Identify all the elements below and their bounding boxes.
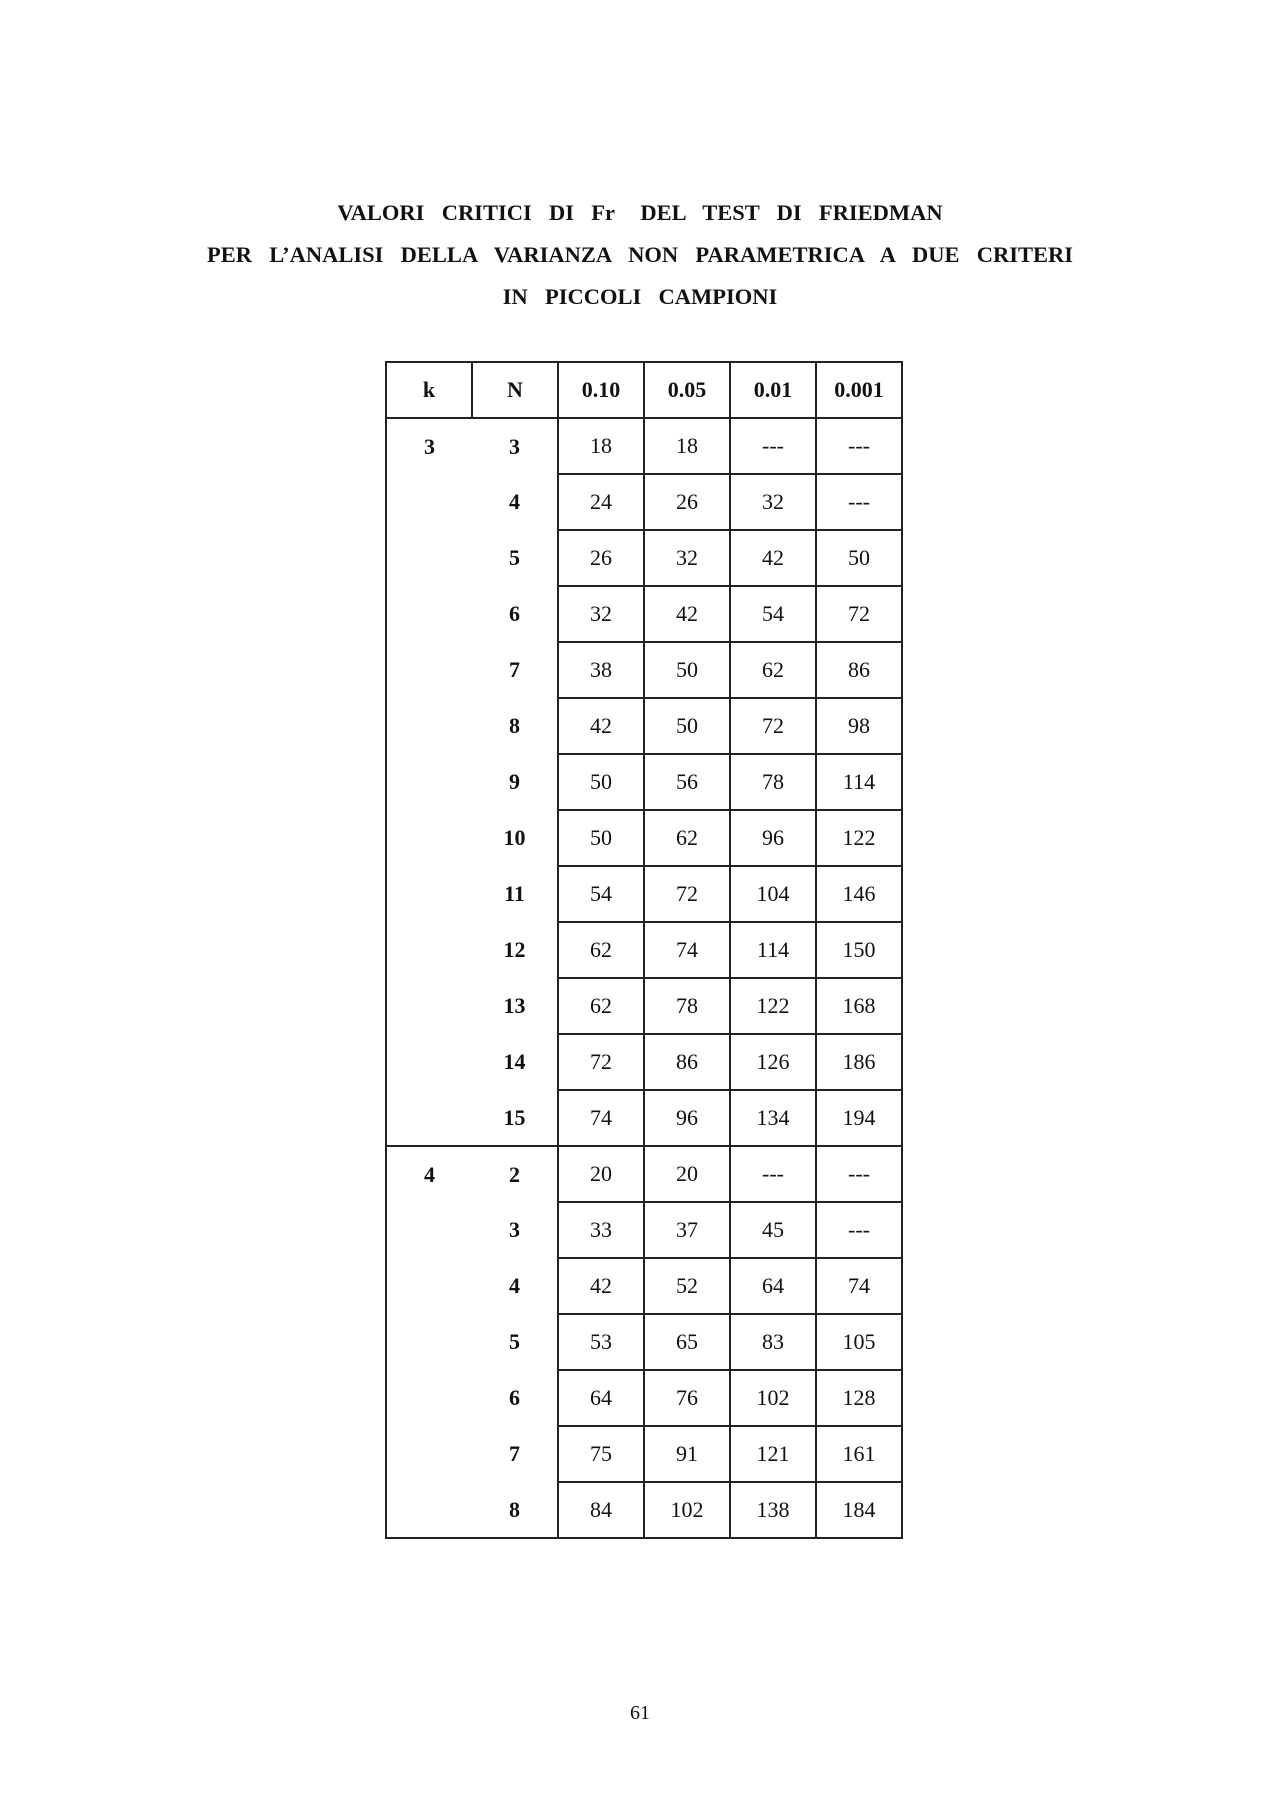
k-cell <box>386 642 472 698</box>
critical-value-cell: 26 <box>558 530 644 586</box>
table-row <box>386 1426 902 1482</box>
critical-value-cell: 42 <box>558 698 644 754</box>
critical-value-cell: 78 <box>644 978 730 1034</box>
critical-value-cell: 104 <box>730 866 816 922</box>
n-cell: 4 <box>509 489 520 514</box>
critical-value-cell: 62 <box>730 642 816 698</box>
critical-value-cell: 76 <box>644 1370 730 1426</box>
critical-value-cell: 64 <box>558 1370 644 1426</box>
k-cell <box>386 474 472 530</box>
header-k: k <box>386 362 472 418</box>
table-row <box>386 1202 902 1258</box>
n-cell: 13 <box>503 993 526 1018</box>
critical-value-cell: 168 <box>816 978 902 1034</box>
header-alpha-001: 0.01 <box>730 362 816 418</box>
n-cell: 12 <box>503 937 526 962</box>
n-cell: 2 <box>509 1161 520 1187</box>
k-cell <box>386 754 472 810</box>
critical-value-cell: 146 <box>816 866 902 922</box>
critical-values-table <box>385 361 903 1539</box>
critical-value-cell: 121 <box>730 1426 816 1482</box>
critical-value-cell: 50 <box>558 754 644 810</box>
critical-value-cell: 20 <box>558 1146 644 1202</box>
critical-value-cell: 114 <box>730 922 816 978</box>
critical-value-cell: 72 <box>730 698 816 754</box>
critical-value-cell: 45 <box>730 1202 816 1258</box>
critical-value-cell: 62 <box>644 810 730 866</box>
table-row <box>386 474 902 530</box>
critical-value-cell: 96 <box>730 810 816 866</box>
critical-value-cell: 105 <box>816 1314 902 1370</box>
critical-value-cell: 86 <box>644 1034 730 1090</box>
critical-value-cell: 74 <box>558 1090 644 1146</box>
critical-value-cell: 32 <box>730 474 816 530</box>
header-n: N <box>472 362 558 418</box>
critical-value-cell: 122 <box>816 810 902 866</box>
title-line-3: IN PICCOLI CAMPIONI <box>502 284 778 309</box>
critical-value-cell: 32 <box>558 586 644 642</box>
table-row <box>386 978 902 1034</box>
critical-value-cell: 24 <box>558 474 644 530</box>
n-cell: 6 <box>509 1385 520 1410</box>
critical-value-cell: 18 <box>558 418 644 474</box>
n-cell: 3 <box>509 1217 520 1242</box>
k-cell <box>386 586 472 642</box>
n-cell: 5 <box>509 1329 520 1354</box>
n-cell: 3 <box>509 433 520 459</box>
k-cell <box>386 1370 472 1426</box>
k-cell <box>386 810 472 866</box>
table-row <box>386 1090 902 1146</box>
critical-value-cell: 72 <box>816 586 902 642</box>
critical-value-cell: 42 <box>558 1258 644 1314</box>
k-cell: 4 <box>386 1146 472 1202</box>
critical-value-cell: 74 <box>644 922 730 978</box>
critical-value-cell: 84 <box>558 1482 644 1538</box>
critical-value-cell: 54 <box>730 586 816 642</box>
critical-value-cell: 62 <box>558 922 644 978</box>
critical-value-cell: 52 <box>644 1258 730 1314</box>
table-row <box>386 1146 902 1202</box>
n-cell: 11 <box>504 881 525 906</box>
critical-value-cell: 122 <box>730 978 816 1034</box>
critical-value-cell: --- <box>730 1146 816 1202</box>
k-cell <box>386 1314 472 1370</box>
table-row <box>386 530 902 586</box>
n-cell: 15 <box>472 1090 558 1146</box>
critical-value-cell: 38 <box>558 642 644 698</box>
k-cell: 3 <box>386 418 472 474</box>
k-cell <box>386 698 472 754</box>
header-alpha-005: 0.05 <box>644 362 730 418</box>
critical-value-cell: 74 <box>816 1258 902 1314</box>
critical-value-cell: 50 <box>558 810 644 866</box>
table-row <box>386 922 902 978</box>
critical-value-cell: 72 <box>558 1034 644 1090</box>
n-cell: 7 <box>509 1441 520 1466</box>
critical-value-cell: 42 <box>730 530 816 586</box>
k-cell <box>386 530 472 586</box>
table-row <box>386 754 902 810</box>
k-cell <box>386 1034 472 1090</box>
critical-value-cell: 18 <box>644 418 730 474</box>
table-row <box>386 418 902 474</box>
table-header-row <box>386 362 902 418</box>
critical-value-cell: 134 <box>730 1090 816 1146</box>
k-cell <box>386 866 472 922</box>
critical-value-cell: 78 <box>730 754 816 810</box>
k-cell <box>386 1258 472 1314</box>
title-line-1: VALORI CRITICI DI Fr DEL TEST DI FRIEDMAN <box>337 200 943 225</box>
critical-value-cell: 150 <box>816 922 902 978</box>
n-cell: 8 <box>472 1482 558 1538</box>
table-row <box>386 1258 902 1314</box>
critical-value-cell: 26 <box>644 474 730 530</box>
table-row <box>386 642 902 698</box>
critical-value-cell: --- <box>816 1146 902 1202</box>
n-cell: 5 <box>509 545 520 570</box>
critical-value-cell: 37 <box>644 1202 730 1258</box>
critical-value-cell: 53 <box>558 1314 644 1370</box>
n-cell: 8 <box>509 713 520 738</box>
table-row <box>386 866 902 922</box>
critical-value-cell: 83 <box>730 1314 816 1370</box>
table-row <box>386 698 902 754</box>
n-cell: 6 <box>509 601 520 626</box>
critical-value-cell: 20 <box>644 1146 730 1202</box>
critical-value-cell: 72 <box>644 866 730 922</box>
critical-value-cell: 75 <box>558 1426 644 1482</box>
table-body <box>386 418 902 1538</box>
page-title <box>0 192 1280 318</box>
critical-value-cell: 114 <box>816 754 902 810</box>
k-cell <box>386 1202 472 1258</box>
title-line-2: PER L’ANALISI DELLA VARIANZA NON PARAMETRICA A DUE CRITERI <box>206 242 1074 267</box>
table-row <box>386 1034 902 1090</box>
table-row <box>386 1314 902 1370</box>
critical-value-cell: 86 <box>816 642 902 698</box>
critical-value-cell: 54 <box>558 866 644 922</box>
table-row <box>386 810 902 866</box>
table-row <box>386 586 902 642</box>
critical-value-cell: 56 <box>644 754 730 810</box>
critical-value-cell: 128 <box>816 1370 902 1426</box>
critical-value-cell: 50 <box>644 642 730 698</box>
critical-value-cell: 102 <box>644 1482 730 1538</box>
k-cell <box>386 1426 472 1482</box>
critical-value-cell: 42 <box>644 586 730 642</box>
critical-value-cell: 50 <box>644 698 730 754</box>
critical-value-cell: 64 <box>730 1258 816 1314</box>
n-cell: 14 <box>503 1049 526 1074</box>
header-alpha-010: 0.10 <box>558 362 644 418</box>
critical-value-cell: 194 <box>816 1090 902 1146</box>
critical-value-cell: --- <box>816 1202 902 1258</box>
critical-value-cell: 65 <box>644 1314 730 1370</box>
header-alpha-0001: 0.001 <box>816 362 902 418</box>
k-cell <box>386 1482 472 1538</box>
k-cell <box>386 978 472 1034</box>
critical-value-cell: 126 <box>730 1034 816 1090</box>
critical-value-cell: 91 <box>644 1426 730 1482</box>
n-cell: 9 <box>509 769 520 794</box>
critical-value-cell: 98 <box>816 698 902 754</box>
table-row <box>386 1482 902 1538</box>
k-cell <box>386 1090 472 1146</box>
critical-value-cell: 33 <box>558 1202 644 1258</box>
critical-value-cell: --- <box>816 474 902 530</box>
k-cell <box>386 922 472 978</box>
critical-value-cell: --- <box>816 418 902 474</box>
critical-value-cell: 186 <box>816 1034 902 1090</box>
critical-value-cell: 96 <box>644 1090 730 1146</box>
critical-value-cell: 62 <box>558 978 644 1034</box>
critical-value-cell: 184 <box>816 1482 902 1538</box>
n-cell: 4 <box>509 1273 520 1298</box>
critical-value-cell: 161 <box>816 1426 902 1482</box>
critical-value-cell: 138 <box>730 1482 816 1538</box>
critical-value-cell: 32 <box>644 530 730 586</box>
critical-value-cell: 50 <box>816 530 902 586</box>
table-row <box>386 1370 902 1426</box>
n-cell: 7 <box>509 657 520 682</box>
page-number: 61 <box>630 1702 650 1724</box>
critical-value-cell: --- <box>730 418 816 474</box>
critical-value-cell: 102 <box>730 1370 816 1426</box>
n-cell: 10 <box>503 825 526 850</box>
